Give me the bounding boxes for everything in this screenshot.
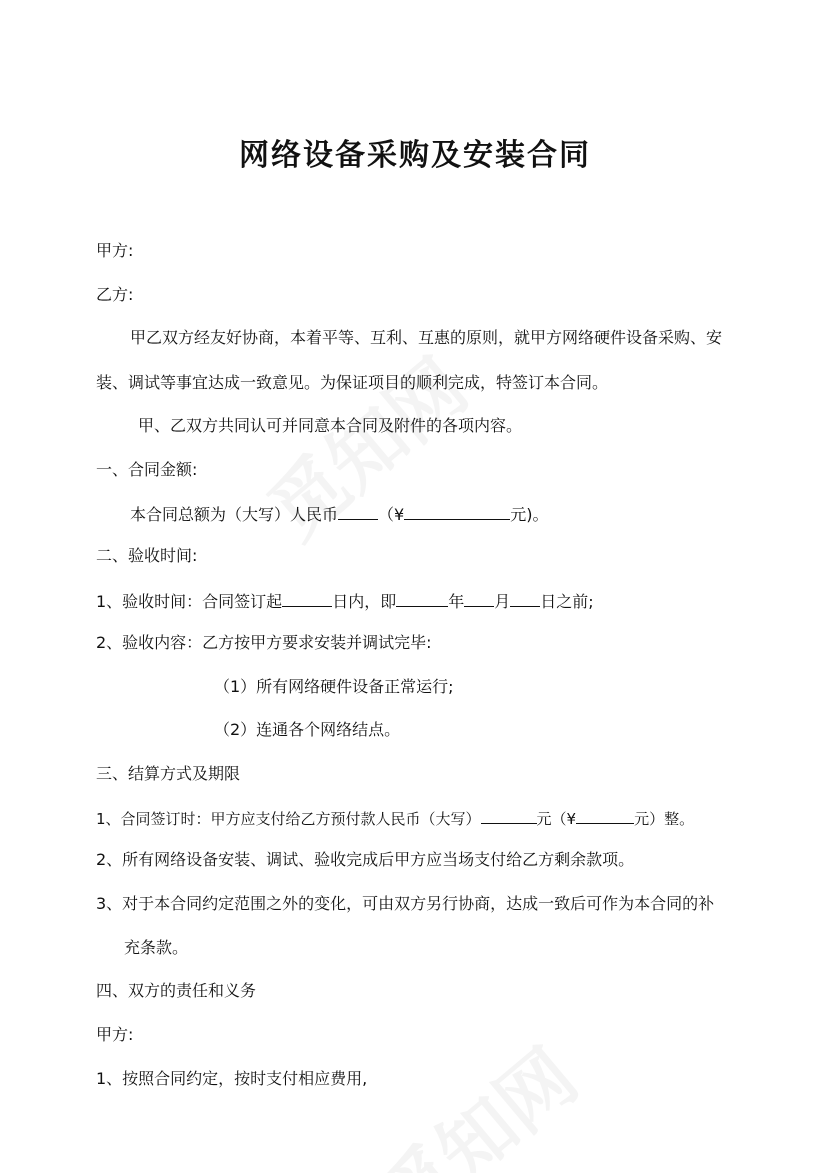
prepayment-mid: 元（¥ <box>536 810 577 828</box>
prepayment-line <box>96 806 694 830</box>
section-heading: 二、验收时间: <box>96 546 198 565</box>
watermark <box>352 1019 597 1173</box>
month-label: 月 <box>494 592 511 611</box>
prepayment-prefix: 1、合同签订时：甲方应支付给乙方预付款人民币（大写） <box>96 810 481 828</box>
day-label: 日之前; <box>540 592 594 611</box>
amount-suffix: 元)。 <box>510 505 549 524</box>
acceptance-time-line <box>96 589 594 613</box>
duty-item: 1、按照合同约定，按时支付相应费用, <box>96 1069 368 1088</box>
intro-paragraph-line: 装、调试等事宜达成一致意见。为保证项目的顺利完成，特签订本合同。 <box>96 373 609 392</box>
section-heading: 一、合同金额: <box>96 460 198 479</box>
party-a-label: 甲方: <box>96 241 134 260</box>
acceptance-time-prefix: 1、验收时间：合同签订起 <box>96 592 283 611</box>
prepayment-number-blank[interactable] <box>576 806 634 824</box>
settlement-item-continued: 充条款。 <box>124 938 189 957</box>
days-blank[interactable] <box>282 589 332 607</box>
document-title: 网络设备采购及安装合同 <box>239 138 591 173</box>
intro-agreement-line: 甲、乙双方共同认可并同意本合同及附件的各项内容。 <box>138 416 523 435</box>
amount-words-blank[interactable] <box>338 502 378 520</box>
acceptance-time-text: 日内，即 <box>332 592 397 611</box>
acceptance-content-line: 2、验收内容：乙方按甲方要求安装并调试完毕: <box>96 633 432 652</box>
year-blank[interactable] <box>396 589 448 607</box>
intro-paragraph-line: 甲乙双方经友好协商，本着平等、互利、互惠的原则，就甲方网络硬件设备采购、安 <box>130 328 723 347</box>
year-label: 年 <box>448 592 465 611</box>
amount-prefix: 本合同总额为（大写）人民币 <box>130 505 339 524</box>
settlement-item: 2、所有网络设备安装、调试、验收完成后甲方应当场支付给乙方剩余款项。 <box>96 850 635 869</box>
month-blank[interactable] <box>464 589 494 607</box>
party-a-duties-label: 甲方: <box>96 1025 134 1044</box>
settlement-item: 3、对于本合同约定范围之外的变化，可由双方另行协商，达成一致后可作为本合同的补 <box>96 894 715 913</box>
contract-amount-line <box>130 502 548 526</box>
amount-number-blank[interactable] <box>404 502 510 520</box>
section-heading: 三、结算方式及期限 <box>96 764 241 783</box>
amount-mid: （¥ <box>378 505 405 524</box>
day-blank[interactable] <box>510 589 540 607</box>
acceptance-sub-item: （2）连通各个网络结点。 <box>214 720 401 739</box>
section-heading: 四、双方的责任和义务 <box>96 981 257 1000</box>
party-b-label: 乙方: <box>96 285 134 304</box>
acceptance-sub-item: （1）所有网络硬件设备正常运行; <box>214 677 454 696</box>
prepayment-words-blank[interactable] <box>481 806 537 824</box>
prepayment-suffix: 元）整。 <box>634 810 695 828</box>
